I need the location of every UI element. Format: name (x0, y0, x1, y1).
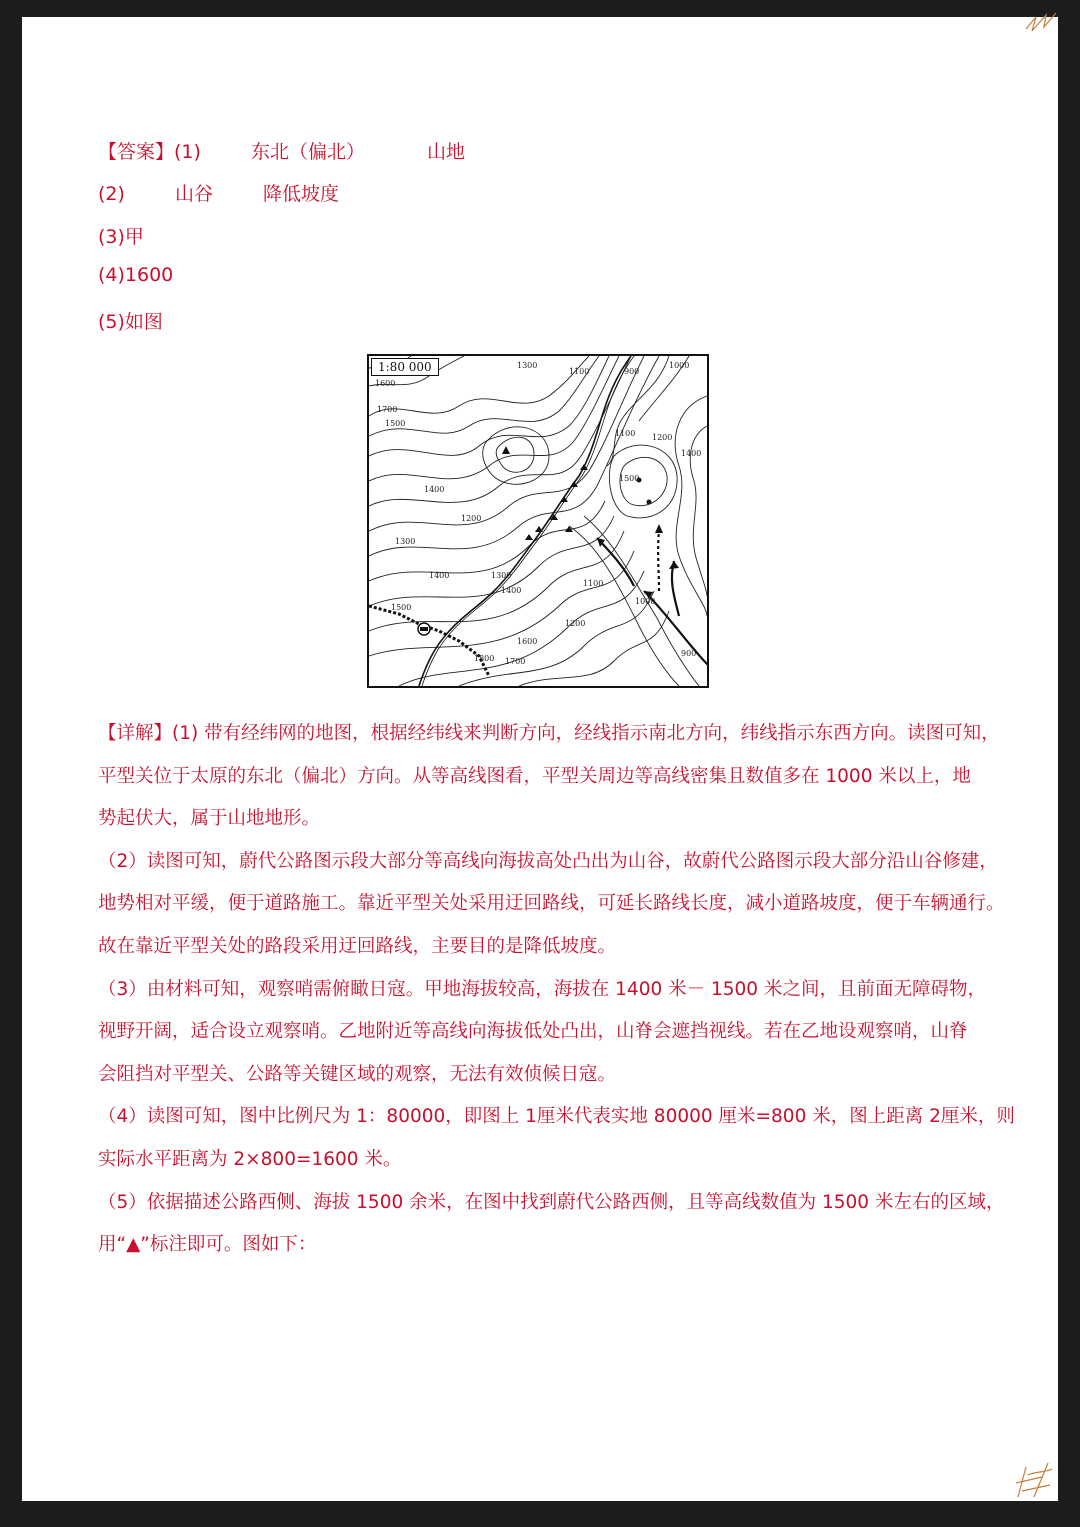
contour-label: 1400 (424, 485, 445, 494)
detail-line: 会阻挡对平型关、公路等关键区域的观察，无法有效侦候日寇。 (98, 1063, 617, 1085)
contour-label: 1500 (391, 603, 412, 612)
contour-label: 1800 (474, 654, 495, 663)
answer-2 (98, 179, 339, 206)
contour-label: 1700 (377, 405, 398, 414)
contour-label: 1500 (385, 419, 406, 428)
contour-label: 1000 (635, 597, 656, 606)
detail-line: 视野开阔，适合设立观察哨。乙地附近等高线向海拔低处凸出，山脊会遮挡视线。若在乙地设观察哨，山脊 (98, 1021, 968, 1043)
contour-label: 1400 (501, 586, 522, 595)
map-scale: 1:80 000 (371, 358, 439, 376)
detail-line: （3）由材料可知，观察哨需俯瞰日寇。甲地海拔较高，海拔在 1400 米－ 1500 米之间，且前面无障碍物， (98, 978, 986, 1000)
answer-3: (3)甲 (98, 226, 144, 248)
answer-1-number: (1) (174, 141, 201, 163)
contour-label: 1200 (461, 514, 482, 523)
detail-line: 故在靠近平型关处的路段采用迂回路线，主要目的是降低坡度。 (98, 935, 617, 957)
contour-label: 900 (681, 649, 697, 658)
document-page (22, 17, 1058, 1501)
contour-label: 900 (624, 367, 640, 376)
contour-label: 1100 (569, 367, 590, 376)
detail-line: 实际水平距离为 2×800=1600 米。 (98, 1148, 402, 1170)
answer-5: (5)如图 (98, 311, 163, 333)
detail-explanation (98, 713, 1015, 1267)
contour-label: 1200 (652, 433, 673, 442)
contour-label: 1700 (505, 657, 526, 666)
contour-label: 1400 (681, 449, 702, 458)
contour-label: 1300 (517, 361, 538, 370)
detail-line: （4）读图可知，图中比例尺为 1：80000，即图上 1厘米代表实地 80000 厘米=800 米，图上距离 2厘米，则 (98, 1106, 1015, 1128)
contour-label: 1400 (429, 571, 450, 580)
contour-label: 1000 (669, 361, 690, 370)
contour-label: 1600 (517, 637, 538, 646)
contour-label: 1200 (565, 619, 586, 628)
answer-1 (98, 137, 465, 164)
contour-map (367, 354, 709, 688)
answer-1-terrain: 山地 (427, 141, 466, 163)
answer-2-landform: 山谷 (174, 183, 213, 205)
contour-label: 1300 (395, 537, 416, 546)
contour-label: 1500 (619, 474, 640, 483)
answer-1-direction: 东北（偏北） (250, 141, 365, 163)
answer-4: (4)1600 (98, 264, 174, 286)
detail-line: 用“▲”标注即可。图如下： (98, 1234, 317, 1256)
detail-line: 【详解】(1) 带有经纬网的地图，根据经纬线来判断方向，经线指示南北方向，纬线指示东西方向。读图可知， (98, 723, 1000, 744)
answer-label: 【答案】 (98, 141, 175, 163)
contour-map-drawing (369, 356, 707, 686)
detail-line: 平型关位于太原的东北（偏北）方向。从等高线图看，平型关周边等高线密集且数值多在 1000 米以上，地 (98, 765, 971, 787)
detail-line: 地势相对平缓，便于道路施工。靠近平型关处采用迂回路线，可延长路线长度，减小道路坡度，便于车辆通行。 (98, 893, 1005, 915)
contour-label: 1300 (491, 571, 512, 580)
contour-label: 1600 (375, 379, 396, 388)
contour-label: 1100 (615, 429, 636, 438)
detail-line: 势起伏大，属于山地地形。 (98, 808, 321, 830)
answer-2-number: (2) (98, 183, 125, 205)
contour-label: 1100 (583, 579, 604, 588)
detail-line: （2）读图可知，蔚代公路图示段大部分等高线向海拔高处凸出为山谷，故蔚代公路图示段大部分沿山谷修建， (98, 850, 998, 872)
corner-signature-icon (1012, 1457, 1058, 1501)
detail-line: （5）依据描述公路西侧、海拔 1500 余米，在图中找到蔚代公路西侧，且等高线数值为 1500 米左右的区域， (98, 1191, 1005, 1213)
corner-scribble-icon (1022, 9, 1062, 39)
answer-2-purpose: 降低坡度 (263, 183, 340, 205)
